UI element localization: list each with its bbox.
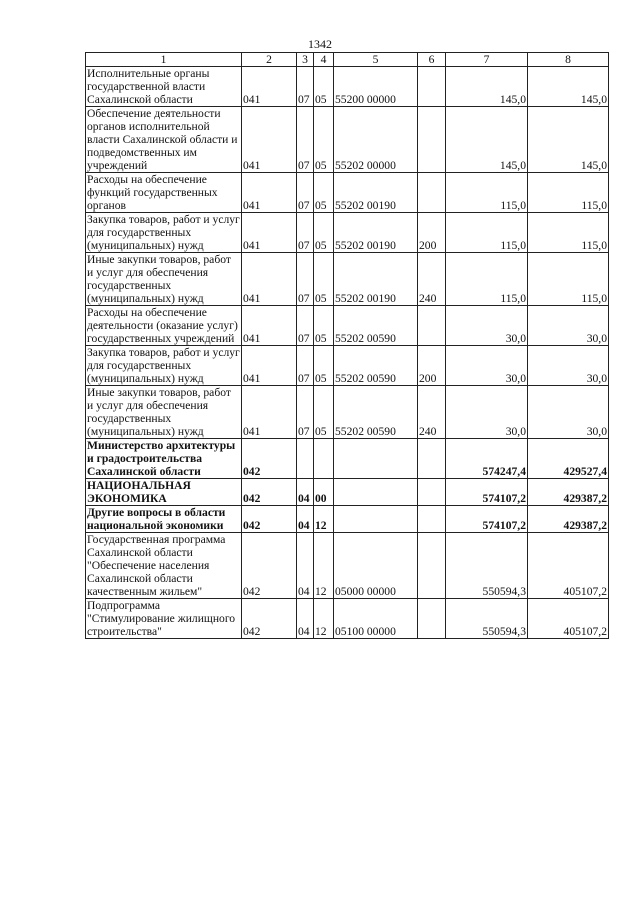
row-amount-2: 30,0 (528, 386, 609, 439)
row-section: 07 (297, 346, 314, 386)
row-amount-1: 115,0 (446, 253, 528, 306)
row-amount-1: 145,0 (446, 107, 528, 173)
row-expense-type: 240 (418, 386, 446, 439)
row-section: 04 (297, 533, 314, 599)
row-amount-2: 115,0 (528, 213, 609, 253)
row-ministry-code: 041 (242, 173, 297, 213)
table-row (86, 599, 609, 639)
row-section: 07 (297, 173, 314, 213)
row-subsection: 12 (314, 533, 334, 599)
row-target-article (334, 479, 418, 506)
row-amount-1: 115,0 (446, 173, 528, 213)
row-ministry-code: 041 (242, 213, 297, 253)
row-name: Закупка товаров, работ и услуг для государственных (муниципальных) нужд (87, 346, 240, 385)
row-section: 07 (297, 107, 314, 173)
row-amount-1: 30,0 (446, 386, 528, 439)
row-amount-2: 429527,4 (528, 439, 609, 479)
header-col-2: 2 (242, 53, 297, 67)
row-target-article (334, 439, 418, 479)
row-section: 04 (297, 479, 314, 506)
row-name: Иные закупки товаров, работ и услуг для обеспечения государственных (муниципальных) нужд (86, 386, 242, 439)
row-amount-2: 30,0 (528, 346, 609, 386)
row-section: 07 (297, 253, 314, 306)
row-ministry-code: 041 (242, 67, 297, 107)
row-section: 07 (297, 67, 314, 107)
row-expense-type: 200 (418, 213, 446, 253)
row-name: Расходы на обеспечение функций государственных органов (86, 173, 242, 213)
row-target-article (334, 506, 418, 533)
row-amount-2: 145,0 (528, 67, 609, 107)
row-subsection: 00 (314, 479, 334, 506)
row-subsection: 05 (314, 253, 334, 306)
row-target-article: 55200 00000 (334, 67, 418, 107)
row-amount-1: 550594,3 (446, 533, 528, 599)
row-amount-1: 145,0 (446, 67, 528, 107)
row-amount-1: 115,0 (446, 213, 528, 253)
row-target-article: 55202 00190 (334, 173, 418, 213)
row-amount-2: 145,0 (528, 107, 609, 173)
row-expense-type (418, 506, 446, 533)
row-amount-1: 550594,3 (446, 599, 528, 639)
row-section: 07 (297, 386, 314, 439)
row-amount-2: 405107,2 (528, 599, 609, 639)
header-col-4: 4 (314, 53, 334, 67)
header-col-7: 7 (446, 53, 528, 67)
row-expense-type (418, 439, 446, 479)
row-expense-type: 200 (418, 346, 446, 386)
row-amount-2: 405107,2 (528, 533, 609, 599)
table-body (86, 67, 609, 639)
table-row (86, 107, 609, 173)
row-amount-1: 574107,2 (446, 479, 528, 506)
row-subsection: 12 (314, 599, 334, 639)
row-subsection: 12 (314, 506, 334, 533)
table-row (86, 213, 609, 253)
budget-table (85, 52, 609, 639)
row-section: 07 (297, 306, 314, 346)
row-expense-type (418, 107, 446, 173)
row-name: Расходы на обеспечение деятельности (оказание услуг) государственных учреждений (86, 306, 242, 346)
table-row (86, 67, 609, 107)
header-col-3: 3 (297, 53, 314, 67)
row-ministry-code: 041 (242, 346, 297, 386)
table-row (86, 346, 609, 386)
header-col-5: 5 (334, 53, 418, 67)
row-section: 04 (297, 506, 314, 533)
row-target-article: 55202 00190 (334, 213, 418, 253)
row-target-article: 55202 00590 (334, 306, 418, 346)
table-row (86, 439, 609, 479)
row-section: 07 (297, 213, 314, 253)
row-amount-2: 429387,2 (528, 479, 609, 506)
row-ministry-code: 042 (242, 506, 297, 533)
table-row (86, 306, 609, 346)
row-name: Подпрограмма "Стимулирование жилищного строительства" (86, 599, 242, 639)
row-name: Иные закупки товаров, работ и услуг для обеспечения государственных (муниципальных) нужд (86, 253, 242, 306)
table-row (86, 506, 609, 533)
row-expense-type (418, 533, 446, 599)
row-ministry-code: 042 (242, 479, 297, 506)
table-row (86, 479, 609, 506)
row-target-article: 05000 00000 (334, 533, 418, 599)
row-target-article: 55202 00590 (334, 346, 418, 386)
row-ministry-code: 042 (242, 533, 297, 599)
row-amount-2: 30,0 (528, 306, 609, 346)
row-target-article: 05100 00000 (334, 599, 418, 639)
row-expense-type (418, 173, 446, 213)
header-col-1: 1 (86, 53, 242, 67)
row-subsection: 05 (314, 173, 334, 213)
row-name: Исполнительные органы государственной власти Сахалинской области (86, 67, 242, 107)
row-subsection: 05 (314, 107, 334, 173)
table-row (86, 253, 609, 306)
row-name: Закупка товаров, работ и услуг для государственных (муниципальных) нужд (87, 213, 240, 252)
row-name: Обеспечение деятельности органов исполнительной власти Сахалинской области и подведомственных им учреждений (86, 107, 242, 173)
row-target-article: 55202 00590 (334, 386, 418, 439)
row-expense-type (418, 479, 446, 506)
row-subsection: 05 (314, 67, 334, 107)
row-name: НАЦИОНАЛЬНАЯ ЭКОНОМИКА (86, 479, 242, 506)
row-ministry-code: 041 (242, 107, 297, 173)
row-amount-1: 30,0 (446, 346, 528, 386)
row-amount-1: 30,0 (446, 306, 528, 346)
header-col-6: 6 (418, 53, 446, 67)
row-name: Другие вопросы в области национальной экономики (86, 506, 242, 533)
row-amount-1: 574247,4 (446, 439, 528, 479)
row-name: Государственная программа Сахалинской области "Обеспечение населения Сахалинской области качественным жильем" (86, 533, 242, 599)
table-row (86, 173, 609, 213)
row-amount-2: 429387,2 (528, 506, 609, 533)
row-section (297, 439, 314, 479)
row-amount-1: 574107,2 (446, 506, 528, 533)
row-target-article: 55202 00190 (334, 253, 418, 306)
row-subsection: 05 (314, 346, 334, 386)
row-expense-type (418, 306, 446, 346)
row-section: 04 (297, 599, 314, 639)
header-col-8: 8 (528, 53, 609, 67)
row-expense-type (418, 67, 446, 107)
table-row (86, 533, 609, 599)
row-name: Министерство архитектуры и градостроительства Сахалинской области (86, 439, 242, 479)
row-subsection (314, 439, 334, 479)
row-amount-2: 115,0 (528, 173, 609, 213)
row-ministry-code: 042 (242, 599, 297, 639)
row-ministry-code: 041 (242, 306, 297, 346)
row-target-article: 55202 00000 (334, 107, 418, 173)
header-row (86, 53, 609, 67)
page-number: 1342 (308, 37, 332, 51)
row-subsection: 05 (314, 306, 334, 346)
row-ministry-code: 042 (242, 439, 297, 479)
row-amount-2: 115,0 (528, 253, 609, 306)
row-ministry-code: 041 (242, 253, 297, 306)
row-subsection: 05 (314, 213, 334, 253)
row-expense-type: 240 (418, 253, 446, 306)
row-expense-type (418, 599, 446, 639)
table-row (86, 386, 609, 439)
row-subsection: 05 (314, 386, 334, 439)
row-ministry-code: 041 (242, 386, 297, 439)
